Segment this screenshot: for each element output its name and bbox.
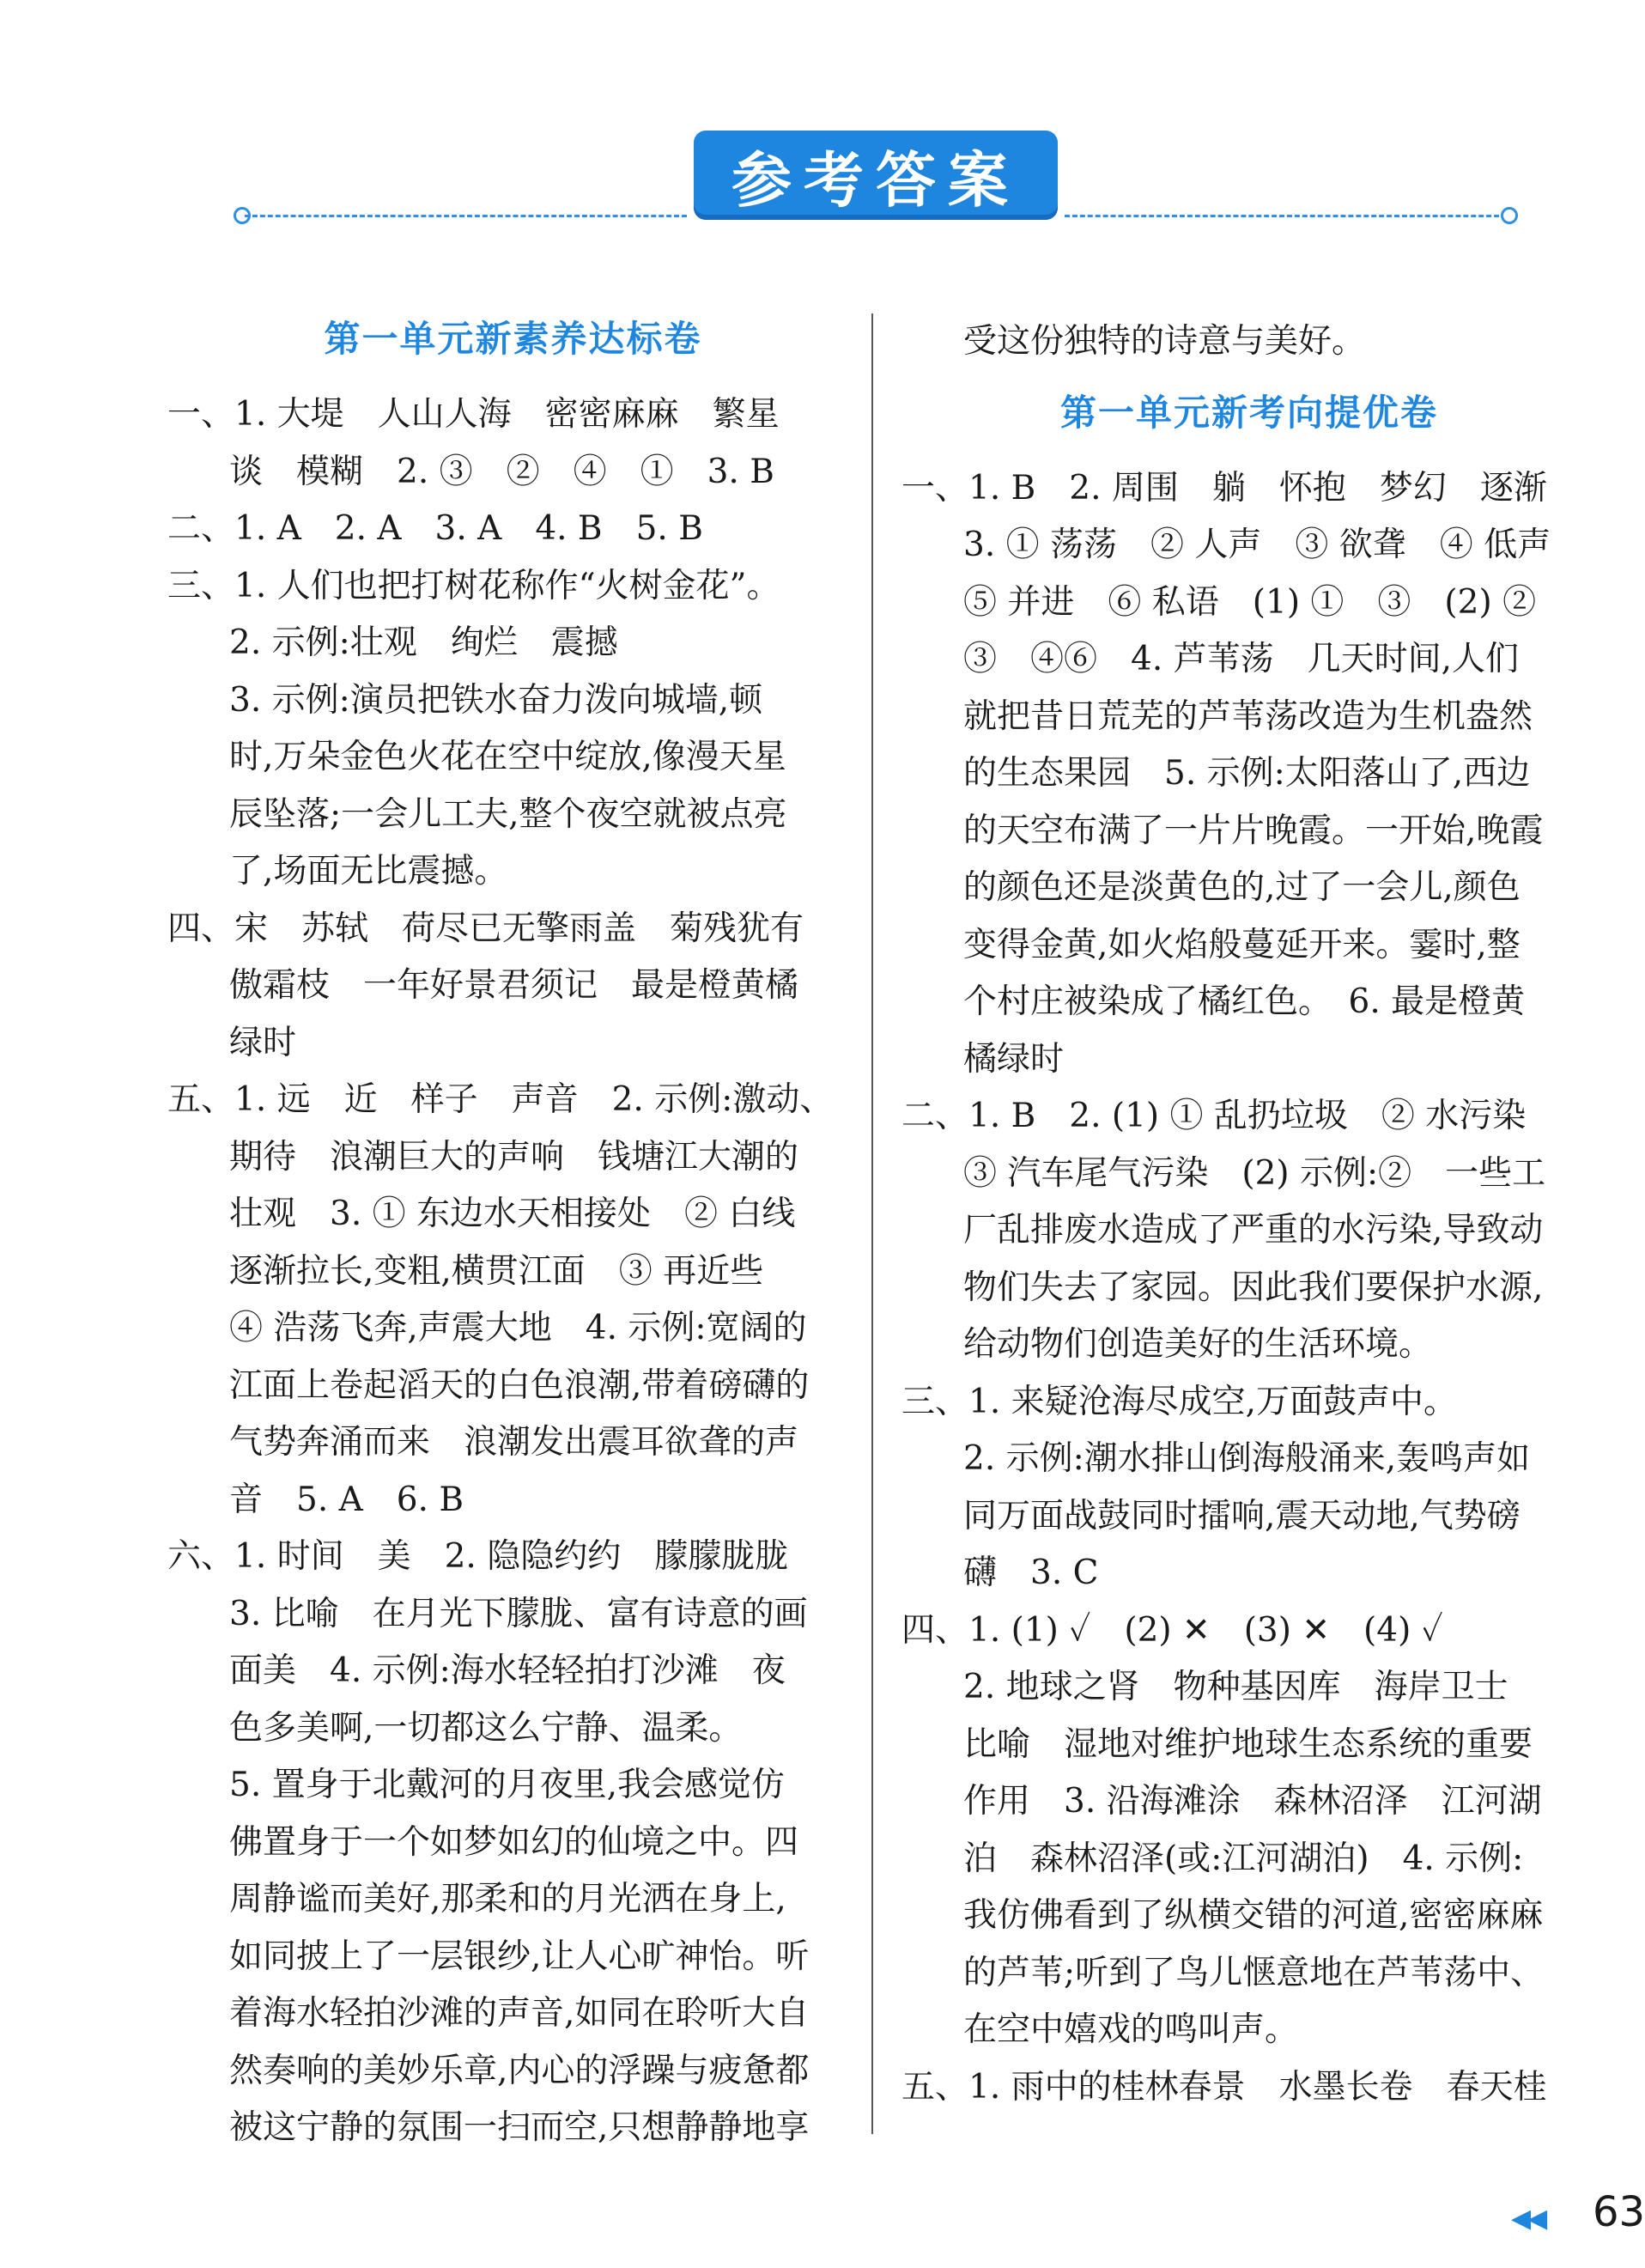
right-line: 就把昔日荒芜的芦苇荡改造为生机盎然 [963,696,1533,736]
left-line: 被这宁静的氛围一扫而空,只想静静地享 [229,2108,810,2147]
right-answer-lines [901,460,1597,2117]
right-line: 厂乱排废水造成了严重的水污染,导致动 [963,1211,1544,1250]
header-line-left [245,215,687,217]
left-line: 三、1. 人们也把打树花称作“火树金花”。 [167,566,780,605]
left-line: 2. 示例:壮观 绚烂 震撼 [229,623,618,662]
left-line: 音 5. A 6. B [229,1480,464,1519]
left-line: 周静谧而美好,那柔和的月光洒在身上, [229,1880,786,1918]
left-line: 时,万朵金色火花在空中绽放,像漫天星 [229,738,786,776]
left-line: 二、1. A 2. A 3. A 4. B 5. B [167,509,703,548]
right-line: ⑤ 并进 ⑥ 私语 (1) ① ③ (2) ② [963,582,1537,622]
right-column [901,313,1597,2116]
left-line: 气势奔涌而来 浪潮发出震耳欲聋的声 [229,1423,799,1462]
right-line: 一、1. B 2. 周围 躺 怀抱 梦幻 逐渐 [901,468,1547,508]
right-line: 二、1. B 2. (1) ① 乱扔垃圾 ② 水污染 [901,1097,1527,1135]
right-line: 变得金黄,如火焰般蔓延开来。霎时,整 [963,925,1521,964]
right-line: 泊 森林沼泽(或:江河湖泊) 4. 示例: [963,1839,1524,1878]
left-line: 色多美啊,一切都这么宁静、温柔。 [229,1708,743,1748]
right-line: 我仿佛看到了纵横交错的河道,密密麻麻 [963,1896,1544,1935]
left-line: 如同披上了一层银纱,让人心旷神怡。听 [229,1937,810,1976]
right-line: 的天空布满了一片片晚霞。一开始,晚霞 [963,811,1544,850]
right-line: 五、1. 雨中的桂林春景 水墨长卷 春天桂 [901,2067,1547,2107]
right-line: 的生态果园 5. 示例:太阳落山了,西边 [963,754,1531,793]
left-line: 逐渐拉长,变粗,横贯江面 ③ 再近些 [229,1251,764,1291]
left-line: ④ 浩荡飞奔,声震大地 4. 示例:宽阔的 [229,1309,807,1347]
right-line: 四、1. (1) ✓ (2) ✕ (3) ✕ (4) ✓ [901,1610,1443,1650]
right-line: 在空中嬉戏的鸣叫声。 [963,2010,1299,2049]
right-line: 个村庄被染成了橘红色。 6. 最是橙黄 [963,982,1526,1021]
right-line: 同万面战鼓同时擂响,震天动地,气势磅 [963,1496,1521,1535]
right-line: 比喻 湿地对维护地球生态系统的重要 [963,1724,1533,1764]
right-line: ③ ④⑥ 4. 芦苇荡 几天时间,人们 [963,640,1520,678]
page-number: 63 [1593,2188,1645,2236]
left-section-title: 第一单元新素养达标卷 [324,318,702,360]
right-line: ③ 汽车尾气污染 (2) 示例:② 一些工 [963,1153,1546,1193]
right-line: 的颜色还是淡黄色的,过了一会儿,颜色 [963,868,1521,907]
left-line: 佛置身于一个如梦如幻的仙境之中。四 [229,1822,799,1862]
right-line: 三、1. 来疑沧海尽成空,万面鼓声中。 [901,1382,1458,1421]
left-line: 了,场面无比震撼。 [229,852,508,891]
left-line: 辰坠落;一会儿工夫,整个夜空就被点亮 [229,794,787,834]
right-line: 物们失去了家园。因此我们要保护水源, [963,1268,1544,1307]
left-column [167,309,859,2157]
right-line: 礴 3. C [963,1554,1099,1592]
left-line: 然奏响的美妙乐章,内心的浮躁与疲惫都 [229,2051,810,2090]
right-line: 作用 3. 沿海滩涂 森林沼泽 江河湖 [963,1782,1542,1821]
left-line: 五、1. 远 近 样子 声音 2. 示例:激动、 [167,1080,834,1119]
right-line: 给动物们创造美好的生活环境。 [963,1325,1433,1364]
left-line: 壮观 3. ① 东边水天相接处 ② 白线 [229,1195,796,1233]
left-line: 四、宋 苏轼 荷尽已无擎雨盖 菊残犹有 [167,909,804,948]
header-dot-right [1501,207,1518,224]
right-section-title: 第一单元新考向提优卷 [1059,391,1438,434]
column-divider [871,313,873,2134]
right-line: 2. 地球之肾 物种基因库 海岸卫士 [963,1668,1508,1706]
left-line: 3. 示例:演员把铁水奋力泼向城墙,顿 [229,680,763,720]
right-line: 的芦苇;听到了鸟儿惬意地在芦苇荡中、 [963,1953,1545,1992]
right-lead-line: 受这份独特的诗意与美好。 [963,322,1366,361]
left-line: 一、1. 大堤 人山人海 密密麻麻 繁星 [167,395,780,434]
right-line: 橘绿时 [963,1039,1065,1079]
left-line: 5. 置身于北戴河的月夜里,我会感觉仿 [229,1766,786,1804]
left-line: 绿时 [229,1023,297,1062]
left-line: 谈 模糊 2. ③ ② ④ ① 3. B [229,452,774,491]
right-line: 2. 示例:潮水排山倒海般涌来,轰鸣声如 [963,1439,1531,1478]
left-line: 期待 浪潮巨大的声响 钱塘江大潮的 [229,1137,799,1177]
left-line: 着海水轻拍沙滩的声音,如同在聆听大自 [229,1994,810,2033]
left-line: 江面上卷起滔天的白色浪潮,带着磅礴的 [229,1365,810,1405]
title-banner [694,131,1058,220]
right-line: 3. ① 荡荡 ② 人声 ③ 欲聋 ④ 低声 [963,526,1551,564]
header-line-right [1065,215,1507,217]
left-line: 六、1. 时间 美 2. 隐隐约约 朦朦胧胧 [167,1537,789,1576]
left-line: 面美 4. 示例:海水轻轻拍打沙滩 夜 [229,1651,786,1690]
left-line: 3. 比喻 在月光下朦胧、富有诗意的画 [229,1594,808,1633]
left-line: 傲霜枝 一年好景君须记 最是橙黄橘 [229,966,799,1005]
left-answer-lines [167,386,859,2157]
page-title: 参考答案 [731,144,1020,216]
prev-arrows-icon: ◀◀ [1511,2204,1545,2234]
